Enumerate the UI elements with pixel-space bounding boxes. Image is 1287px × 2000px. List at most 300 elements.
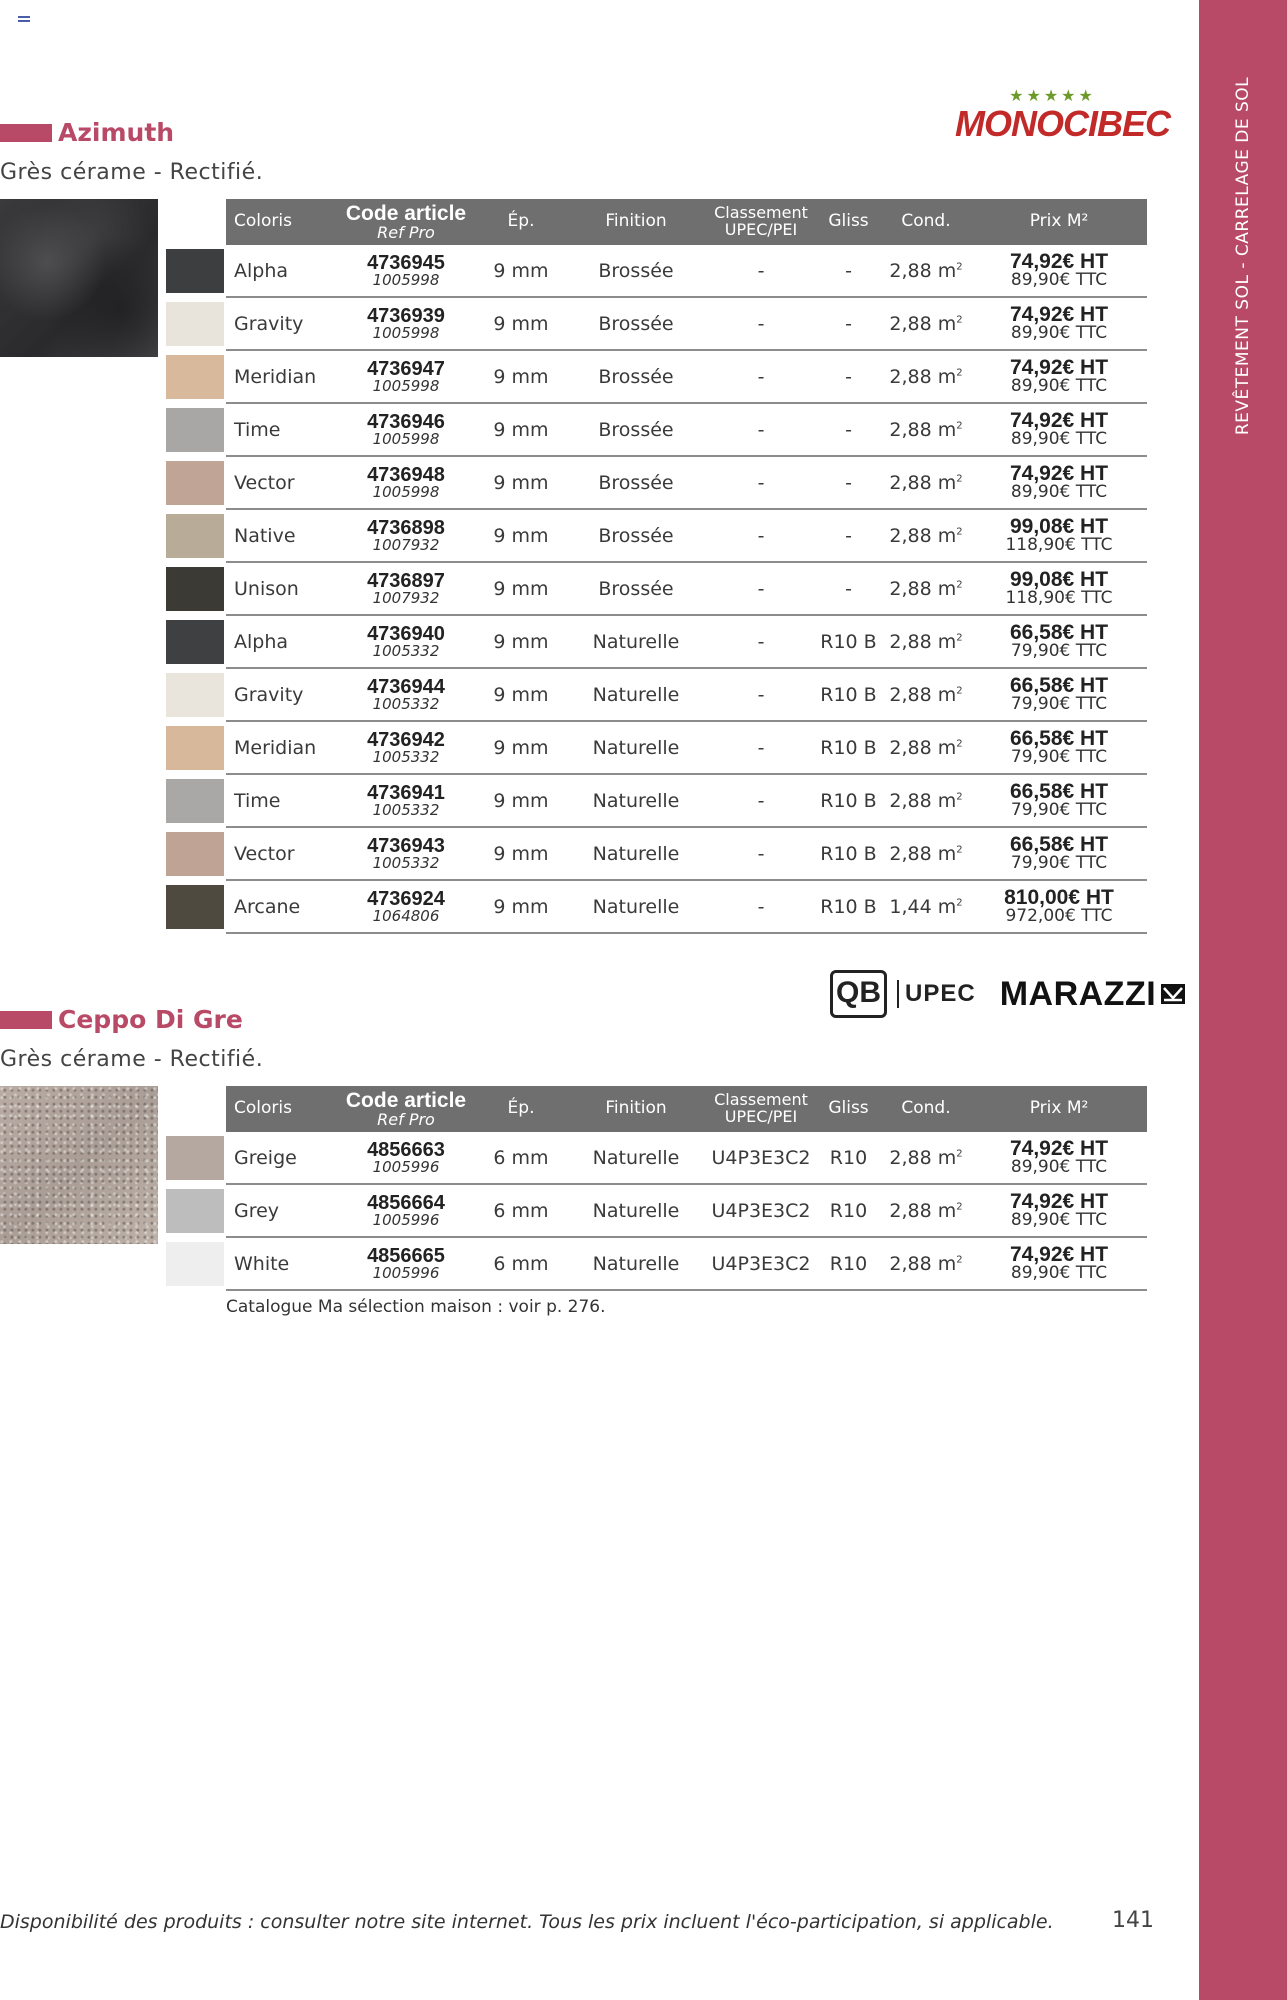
classement-cell: - [706,245,816,297]
ref-pro: 1007932 [372,588,440,607]
price-ttc: 972,00€ TTC [1005,906,1113,927]
marazzi-logo [1000,975,1186,1014]
swatch-cell [164,615,226,668]
price-ht: 74,92€ HT [1009,1190,1109,1214]
prix-cell [971,827,1147,880]
price-ht: 66,58€ HT [1009,727,1109,751]
qb-logo: QB [830,970,887,1018]
code-cell [336,668,476,721]
cond-value: 2,88 m [889,259,957,282]
cond-cell: 2,88 $m^2$ [881,403,971,456]
price-ht: 74,92€ HT [1009,1137,1109,1161]
gliss-cell: - [816,562,881,615]
price-ttc: 89,90€ TTC [1010,1263,1108,1284]
code-header-main: Code article [345,1088,467,1112]
ref-pro: 1005332 [372,800,440,819]
cond-cell: 2,88 $m^2$ [881,562,971,615]
swatch-cell [164,1132,226,1184]
price-ttc: 79,90€ TTC [1010,694,1108,715]
finition-cell: Brossée [566,509,706,562]
prix-cell [971,880,1147,933]
classement-cell: - [706,774,816,827]
gliss-cell: - [816,245,881,297]
price-ht: 74,92€ HT [1009,462,1109,486]
table-row [164,774,1147,827]
color-swatch [166,832,224,876]
prix-cell [971,615,1147,668]
code-header [336,1086,476,1132]
coloris-cell: Vector [226,456,336,509]
color-swatch [166,567,224,611]
ep-header: Ép. [476,1086,566,1132]
code-cell [336,774,476,827]
prix-cell [971,774,1147,827]
swatch-header [164,199,226,245]
price-ttc: 89,90€ TTC [1010,1157,1108,1178]
classement-cell: - [706,880,816,933]
classement-cell: U4P3E3C2 [706,1184,816,1237]
article-code: 4856665 [367,1244,445,1267]
ref-pro: 1005332 [372,694,440,713]
classement-header-1: Classement [714,203,808,223]
table-header [164,199,1147,245]
classement-header [706,1086,816,1132]
azimuth-hero-image [0,199,158,357]
gliss-cell: - [816,509,881,562]
ref-pro: 1005996 [372,1157,440,1176]
article-code: 4736940 [367,622,445,645]
title-bar [0,1011,52,1029]
finition-cell: Naturelle [566,1184,706,1237]
color-swatch [166,461,224,505]
swatch-cell [164,1184,226,1237]
table-header [164,1086,1147,1132]
article-code: 4736942 [367,728,445,751]
table-row [164,668,1147,721]
prix-cell [971,1184,1147,1237]
price-ttc: 89,90€ TTC [1010,323,1108,344]
table-row [164,721,1147,774]
cond-value: 2,88 m [889,630,957,653]
gliss-cell: R10 [816,1184,881,1237]
code-cell [336,1184,476,1237]
color-swatch [166,1136,224,1180]
coloris-header: Coloris [226,199,336,245]
menu-icon [18,16,30,24]
code-cell [336,615,476,668]
ref-pro: 1064806 [372,906,440,925]
cond-value: 2,88 m [889,524,957,547]
finition-cell: Brossée [566,403,706,456]
table-row [164,350,1147,403]
ep-cell: 9 mm [476,827,566,880]
table-row [164,297,1147,350]
gliss-cell: - [816,456,881,509]
coloris-cell: Meridian [226,350,336,403]
ref-pro: 1005998 [372,482,440,501]
finition-header: Finition [566,1086,706,1132]
coloris-cell: Unison [226,562,336,615]
ep-cell: 9 mm [476,721,566,774]
classement-cell: - [706,668,816,721]
coloris-cell: Time [226,774,336,827]
prix-cell [971,668,1147,721]
coloris-cell: Grey [226,1184,336,1237]
cond-cell: 2,88 $m^2$ [881,774,971,827]
color-swatch [166,514,224,558]
price-ht: 66,58€ HT [1009,674,1109,698]
gliss-header: Gliss [816,1086,881,1132]
table-row [164,880,1147,933]
ceppo-title: Ceppo Di Gre [58,1005,243,1034]
gliss-cell: - [816,297,881,350]
article-code: 4736941 [367,781,445,804]
ref-pro: 1005998 [372,323,440,342]
swatch-cell [164,774,226,827]
classement-cell: U4P3E3C2 [706,1237,816,1290]
classement-cell: U4P3E3C2 [706,1132,816,1184]
article-code: 4736944 [367,675,445,698]
ref-pro: 1007932 [372,535,440,554]
finition-cell: Naturelle [566,827,706,880]
ep-cell: 9 mm [476,297,566,350]
ref-pro: 1005998 [372,429,440,448]
code-cell [336,350,476,403]
price-ht: 74,92€ HT [1009,303,1109,327]
table-row [164,562,1147,615]
code-cell [336,1237,476,1290]
article-code: 4736943 [367,834,445,857]
cond-cell: 1,44 $m^2$ [881,880,971,933]
gliss-cell: R10 B [816,827,881,880]
cond-value: 2,88 m [889,736,957,759]
table-row [164,1184,1147,1237]
gliss-cell: - [816,350,881,403]
swatch-cell [164,668,226,721]
finition-cell: Brossée [566,350,706,403]
prix-cell [971,509,1147,562]
code-cell [336,562,476,615]
table-row [164,403,1147,456]
classement-cell: - [706,403,816,456]
cond-cell: 2,88 $m^2$ [881,668,971,721]
price-ht: 74,92€ HT [1009,250,1109,274]
table-row [164,509,1147,562]
table-row [164,827,1147,880]
coloris-cell: Alpha [226,245,336,297]
cond-cell: 2,88 $m^2$ [881,721,971,774]
cond-cell: 2,88 $m^2$ [881,615,971,668]
marazzi-mark-icon [1160,983,1186,1005]
cond-cell: 2,88 $m^2$ [881,456,971,509]
article-code: 4736897 [367,569,445,592]
prix-cell [971,297,1147,350]
cond-cell: 2,88 $m^2$ [881,827,971,880]
cond-value: 2,88 m [889,1199,957,1222]
cond-value: 2,88 m [889,789,957,812]
table-row [164,456,1147,509]
price-ttc: 118,90€ TTC [1005,588,1113,609]
coloris-cell: Vector [226,827,336,880]
code-cell [336,456,476,509]
coloris-cell: Greige [226,1132,336,1184]
swatch-cell [164,456,226,509]
classement-cell: - [706,721,816,774]
ep-cell: 9 mm [476,562,566,615]
ep-cell: 6 mm [476,1237,566,1290]
price-ht: 810,00€ HT [1004,886,1114,910]
swatch-cell [164,827,226,880]
color-swatch [166,1242,224,1286]
price-ht: 66,58€ HT [1009,780,1109,804]
cond-cell: 2,88 $m^2$ [881,1237,971,1290]
article-code: 4736948 [367,463,445,486]
ceppo-logos [830,970,1186,1018]
gliss-cell: R10 [816,1237,881,1290]
ceppo-title-block [0,1005,243,1034]
finition-cell: Brossée [566,297,706,350]
classement-cell: - [706,509,816,562]
price-ht: 99,08€ HT [1009,568,1109,592]
azimuth-title-block [0,118,174,147]
color-swatch [166,620,224,664]
gliss-cell: R10 B [816,615,881,668]
swatch-cell [164,245,226,297]
ref-pro: 1005332 [372,641,440,660]
table-row [164,1132,1147,1184]
gliss-cell: R10 B [816,880,881,933]
price-ht: 99,08€ HT [1009,515,1109,539]
cond-value: 2,88 m [889,683,957,706]
swatch-cell [164,880,226,933]
cond-value: 2,88 m [889,1146,957,1169]
price-ht: 74,92€ HT [1009,409,1109,433]
classement-cell: - [706,615,816,668]
finition-cell: Naturelle [566,774,706,827]
article-code: 4856663 [367,1138,445,1161]
cond-header: Cond. [881,199,971,245]
classement-cell: - [706,827,816,880]
finition-cell: Naturelle [566,668,706,721]
cond-value: 1,44 m [889,895,957,918]
finition-cell: Naturelle [566,1237,706,1290]
coloris-cell: Gravity [226,297,336,350]
coloris-cell: Alpha [226,615,336,668]
color-swatch [166,885,224,929]
gliss-header: Gliss [816,199,881,245]
ep-cell: 9 mm [476,509,566,562]
color-swatch [166,249,224,293]
cond-value: 2,88 m [889,418,957,441]
code-header [336,199,476,245]
code-cell [336,297,476,350]
ceppo-table [164,1086,1147,1291]
swatch-cell [164,562,226,615]
finition-cell: Brossée [566,562,706,615]
ep-cell: 9 mm [476,668,566,721]
finition-cell: Brossée [566,245,706,297]
swatch-cell [164,1237,226,1290]
cond-value: 2,88 m [889,577,957,600]
swatch-cell [164,509,226,562]
prix-cell [971,350,1147,403]
cond-cell: 2,88 $m^2$ [881,350,971,403]
code-header-ref: Ref Pro [377,1109,435,1129]
color-swatch [166,408,224,452]
ep-cell: 9 mm [476,880,566,933]
prix-cell [971,403,1147,456]
stars-icon: ★★★★★ [1009,88,1096,105]
prix-cell [971,456,1147,509]
ref-pro: 1005332 [372,853,440,872]
code-cell [336,880,476,933]
side-label: REVÊTEMENT SOL - CARRELAGE DE SOL [1233,76,1253,436]
price-ttc: 79,90€ TTC [1010,853,1108,874]
finition-header: Finition [566,199,706,245]
price-ht: 66,58€ HT [1009,833,1109,857]
code-header-ref: Ref Pro [377,222,435,242]
ceppo-hero-image [0,1086,158,1244]
classement-cell: - [706,350,816,403]
classement-cell: - [706,562,816,615]
cond-cell: 2,88 $m^2$ [881,509,971,562]
classement-header-2: UPEC/PEI [724,1107,798,1126]
cond-header: Cond. [881,1086,971,1132]
ep-cell: 6 mm [476,1184,566,1237]
ref-pro: 1005998 [372,376,440,395]
color-swatch [166,779,224,823]
ref-pro: 1005996 [372,1263,440,1282]
monocibec-wordmark: MONOCIBEC [955,103,1170,144]
cond-cell: 2,88 $m^2$ [881,1184,971,1237]
prix-cell [971,245,1147,297]
coloris-cell: Meridian [226,721,336,774]
gliss-cell: R10 [816,1132,881,1184]
code-cell [336,827,476,880]
color-swatch [166,1189,224,1233]
price-ht: 66,58€ HT [1009,621,1109,645]
finition-cell: Naturelle [566,721,706,774]
price-ttc: 89,90€ TTC [1010,1210,1108,1231]
prix-cell [971,1132,1147,1184]
upec-logo: UPEC [897,980,976,1008]
classement-header [706,199,816,245]
ep-cell: 9 mm [476,350,566,403]
ep-cell: 6 mm [476,1132,566,1184]
code-cell [336,245,476,297]
price-ttc: 79,90€ TTC [1010,747,1108,768]
swatch-cell [164,403,226,456]
table-row [164,245,1147,297]
article-code: 4736946 [367,410,445,433]
footer-disclaimer: Disponibilité des produits : consulter notre site internet. Tous les prix incluent l'éco-participation, si applicable. [0,1911,1054,1933]
article-code: 4736945 [367,251,445,274]
cond-value: 2,88 m [889,1252,957,1275]
swatch-header [164,1086,226,1132]
classement-cell: - [706,456,816,509]
cond-value: 2,88 m [889,312,957,335]
table-row [164,615,1147,668]
price-ttc: 118,90€ TTC [1005,535,1113,556]
finition-cell: Naturelle [566,615,706,668]
prix-cell [971,562,1147,615]
ep-header: Ép. [476,199,566,245]
price-ht: 74,92€ HT [1009,1243,1109,1267]
ref-pro: 1005332 [372,747,440,766]
title-bar [0,124,52,142]
gliss-cell: R10 B [816,668,881,721]
prix-cell [971,721,1147,774]
coloris-cell: White [226,1237,336,1290]
color-swatch [166,726,224,770]
finition-cell: Brossée [566,456,706,509]
article-code: 4736939 [367,304,445,327]
coloris-header: Coloris [226,1086,336,1132]
coloris-cell: Gravity [226,668,336,721]
code-cell [336,403,476,456]
azimuth-table [164,199,1147,934]
ref-pro: 1005996 [372,1210,440,1229]
code-cell [336,1132,476,1184]
table-row [164,1237,1147,1290]
article-code: 4736924 [367,887,445,910]
prix-header: Prix M² [971,199,1147,245]
cond-value: 2,88 m [889,842,957,865]
coloris-cell: Time [226,403,336,456]
ep-cell: 9 mm [476,615,566,668]
cond-cell: 2,88 $m^2$ [881,245,971,297]
code-cell [336,721,476,774]
gliss-cell: - [816,403,881,456]
cond-value: 2,88 m [889,365,957,388]
prix-header: Prix M² [971,1086,1147,1132]
ep-cell: 9 mm [476,456,566,509]
code-cell [336,509,476,562]
price-ttc: 89,90€ TTC [1010,376,1108,397]
page-number: 141 [1112,1908,1154,1933]
cond-cell: 2,88 $m^2$ [881,1132,971,1184]
swatch-cell [164,721,226,774]
code-header-main: Code article [345,201,467,225]
price-ttc: 89,90€ TTC [1010,429,1108,450]
coloris-cell: Native [226,509,336,562]
price-ttc: 79,90€ TTC [1010,800,1108,821]
ep-cell: 9 mm [476,245,566,297]
article-code: 4736947 [367,357,445,380]
swatch-cell [164,350,226,403]
catalogue-note: Catalogue Ma sélection maison : voir p. 276. [226,1297,606,1317]
article-code: 4736898 [367,516,445,539]
price-ttc: 79,90€ TTC [1010,641,1108,662]
classement-header-1: Classement [714,1090,808,1110]
ep-cell: 9 mm [476,774,566,827]
ceppo-subtitle: Grès cérame - Rectifié. [0,1047,264,1072]
finition-cell: Naturelle [566,1132,706,1184]
azimuth-subtitle: Grès cérame - Rectifié. [0,160,264,185]
classement-cell: - [706,297,816,350]
marazzi-wordmark: MARAZZI [999,974,1157,1013]
cond-value: 2,88 m [889,471,957,494]
finition-cell: Naturelle [566,880,706,933]
classement-header-2: UPEC/PEI [724,220,798,239]
coloris-cell: Arcane [226,880,336,933]
gliss-cell: R10 B [816,721,881,774]
color-swatch [166,673,224,717]
price-ht: 74,92€ HT [1009,356,1109,380]
swatch-cell [164,297,226,350]
price-ttc: 89,90€ TTC [1010,270,1108,291]
ref-pro: 1005998 [372,270,440,289]
